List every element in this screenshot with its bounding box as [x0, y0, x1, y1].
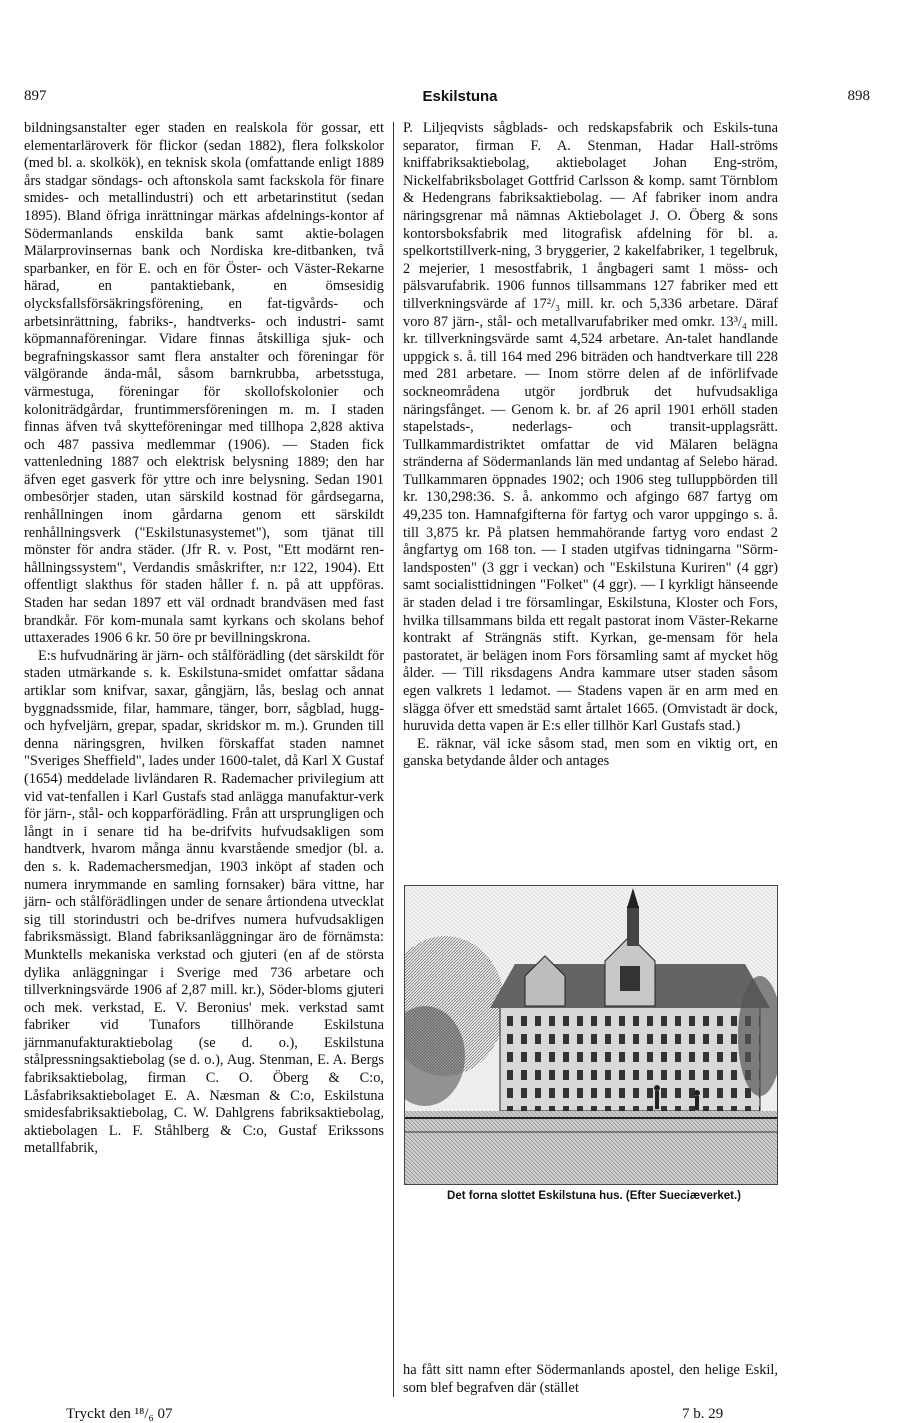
- signature-mark: 7 b. 29: [682, 1406, 724, 1422]
- figure-caption: Det forna slottet Eskilstuna hus. (Efter Sueciæverket.): [447, 1190, 741, 1202]
- right-column: [403, 120, 778, 771]
- paragraph: E:s hufvudnäring är järn- och stålförädling (det särskildt för staden utmärkande s. k. Eskilstuna-smidet omfattar sådana artiklar som knifvar, saxar, gångjärn, lås, beslag och annat byggnadssmide, filar, hammare, tänger, borr, sågblad, hugg- och hyfveljärn, grepar, spadar, skridskor m. m.). Grunden till denna näringsgren, hvilken förskaffat staden namnet "Sveriges Sheffield", lades under 1600-talet, då Karl X Gustaf (1654) meddelade livländaren R. Rademacher privilegium att vid vat-tenfallen i Karl Gustafs stad anlägga manufaktur-verk för järn-, stål- och kopparförädling. Från att ursprungligen och långt in i senare tid ha be-drifvits hufvudsakligen som handtverk, hvarom många ännu kvarstående smedjor (bl. a. den s. k. Rademachersmedjan, 1903 inköpt af staden och numera inrymmande en samling fornsaker) bära vittne, har järn- och stålförädlingen under de senare årtiondena utvecklat sig till storindustri och be-drifves numera hufvudsakligen fabriksmässigt. Bland fabriksanläggningar äro de förnämsta: Munktells mekaniska verkstad och gjuteri (en af de största dylika anläggningar i Sverige med 736 arbetare och tillverkningsvärde 1906 af 2,87 mill. kr.), Söder-bloms gjuteri och mek. verkstad, E. V. Beronius' mek. verkstad samt fabriker vid Tunafors tillhörande Eskilstuna järnmanufakturaktiebolag (se d. o.), Eskilstuna stålpressningsaktiebolag (se d. o.), Aug. Stenman, E. A. Bergs fabriksaktiebolag, firman C. O. Öberg & C:o, Låsfabriksaktiebolaget E. A. Næsman & C:o, Eskilstuna smidesfabriksaktiebolag, C. W. Dahlgrens fabriksaktiebolag, aktiebolagen L. F. Ståhlberg & C:o, Gustaf Erikssons metallfabrik,: [24, 647, 384, 1157]
- print-date: Tryckt den ¹⁸/₆ 07: [66, 1406, 173, 1422]
- page-number-left: 897: [24, 88, 47, 104]
- column-divider: [393, 122, 394, 1397]
- left-column: [24, 120, 384, 1158]
- castle-engraving-image: [405, 886, 777, 1184]
- paragraph: ha fått sitt namn efter Södermanlands apostel, den helige Eskil, som blef begrafven där (stället: [403, 1362, 778, 1396]
- page-title: Eskilstuna: [422, 88, 498, 105]
- right-column-continued: [403, 1362, 778, 1397]
- page-header: [0, 88, 920, 112]
- paragraph: P. Liljeqvists sågblads- och redskapsfabrik och Eskils-tuna separator, firman F. A. Stenman, Hadar Hall-ströms kniffabriksaktiebolag, aktiebolaget Johan Eng-ström, Nickelfabriksbolaget Gottfrid Carlsson & komp. samt Törnblom & Hedengrans fabriksaktiebolag. — Af fabriker inom andra näringsgrenar må nämnas Aktiebolaget J. O. Öberg & sons kontorsboksfabrik med litografisk afdelning för bl. a. spelkortstillverk-ning, 3 bryggerier, 2 kakelfabriker, 1 tegelbruk, 2 mejerier, 1 mesostfabrik, 1 ångbageri samt 1 möss- och pälsvarufabrik. 1906 funnos tillsammans 127 fabriker med ett tillverkningsvärde af 17²/₃ mill. kr. och 5,336 arbetare. Däraf voro 87 järn-, stål- och metallvarufabriker med omkr. 13³/₄ mill. kr. tillverkningsvärde samt 4,524 arbetare. An-talet handlande uppgick s. å. till 164 med 296 biträden och handtverkare till 228 med 281 arbetare. — Inom större delen af de införlifvade sockneområdena utgör jordbruk det hufvudsakliga näringsfånget. — Genom k. br. af 26 april 1901 erhöll staden stapelstads-, nederlags- och transit-upplagsrätt. Tullkammardistriktet omfattar de vid Mälaren belägna stränderna af Södermanlands län med undantag af Selebo härad. Tullkammaren öppnades 1902; och 1906 steg tulluppbörden till kr. 130,298:36. S. å. ankommo och afgingo 687 fartyg om 49,235 ton. Hamnafgifterna för fartyg och varor uppgingo s. å. till 3,875 kr. På platsen hemmahörande fartyg voro endast 2 ångfartyg om 168 ton. — I staden utgifvas tidningarna "Sörm-landsposten" (3 ggr i veckan) och "Eskilstuna Kuriren" (4 ggr) samt socialisttidningen "Folket" (4 ggr). — I kyrkligt hänseende är staden delad i tre församlingar, Eskilstuna, Kloster och Fors, hvilka tillsammans bilda ett regalt pastorat inom Väster-Rekarne kontrakt af Strängnäs stift. Kyrkan, ge-mensam för hela pastoratet, är belägen inom Fors församling samt af mycket hög ålder. — Till riksdagens Andra kammare utser staden såsom egen valkrets 1 ledamot. — Stadens vapen är en arm med en slägga öfver ett smedstäd samt årtalet 1665. (Omvistadt är dock, huruvida detta vapen är E:s eller tillhör Karl Gustafs stad.): [403, 120, 778, 735]
- paragraph: bildningsanstalter eger staden en realskola för gossar, ett elementarläroverk för flickor (sedan 1882), flera folkskolor (med bl. a. skolkök), en teknisk skola (omfattande enligt 1889 års stadgar söndags- och aftonskola samt fackskola för finare smides- och metallindustri) och ett arbetarinstitut (sedan 1895). Bland öfriga inrättningar märkas afdelnings-kontor af Södermanlands enskilda bank samt aktie-bolagen Mälarprovinsernas bank och Nordiska kre-ditbanken, två sparbanker, en för E. och en för Öster- och Väster-Rekarne härad, en pantaktiebank, en ömsesidig olycksfallsförsäkringsförening, en fat-tigvårds- och arbetsinrättning, fabriks-, handtverks- och industri- samt köpmannaföreningar. Vidare finnas åtskilliga sjuk- och begrafningskassor samt flera anstalter och föreningar för välgörande ända-mål, såsom barnkrubba, arbetsstuga, värmestuga, föreningar för skollofskolonier och koloniträdgårdar, fruntimmersföreningen m. m. I staden finnas äfven två skytteföreningar med tillhopa 2,828 aktiva och 487 passiva medlemmar (1906). — Staden fick vattenledning 1887 och elektrisk belysning 1889; den har äfven eget gasverk för yttre och inre belysning. Sedan 1901 ombesörjer staden, utan särskild kostnad för gårdsegarna, renhållningen inom gårdarna genom ett särskildt renhållningsverk ("Eskilstunasystemet"), som tjänat till mönster för andra städer. (Jfr R. v. Post, "Ett modärnt ren-hållningssystem", Verdandis småskrifter, n:r 122, 1904). Ett offentligt slakthus för staden håller f. n. på att uppföras. Staden har sedan 1897 ett väl ordnadt brandväsen med fast brandkår. För kom-munala samt kyrkans och skolans behof uttaxerades 1906 6 kr. 50 öre pr bevillningskrona.: [24, 120, 384, 647]
- paragraph: E. räknar, väl icke såsom stad, men som en viktig ort, en ganska betydande ålder och antages: [403, 735, 778, 770]
- engraving-illustration: [404, 885, 778, 1185]
- page-number-right: 898: [847, 88, 870, 104]
